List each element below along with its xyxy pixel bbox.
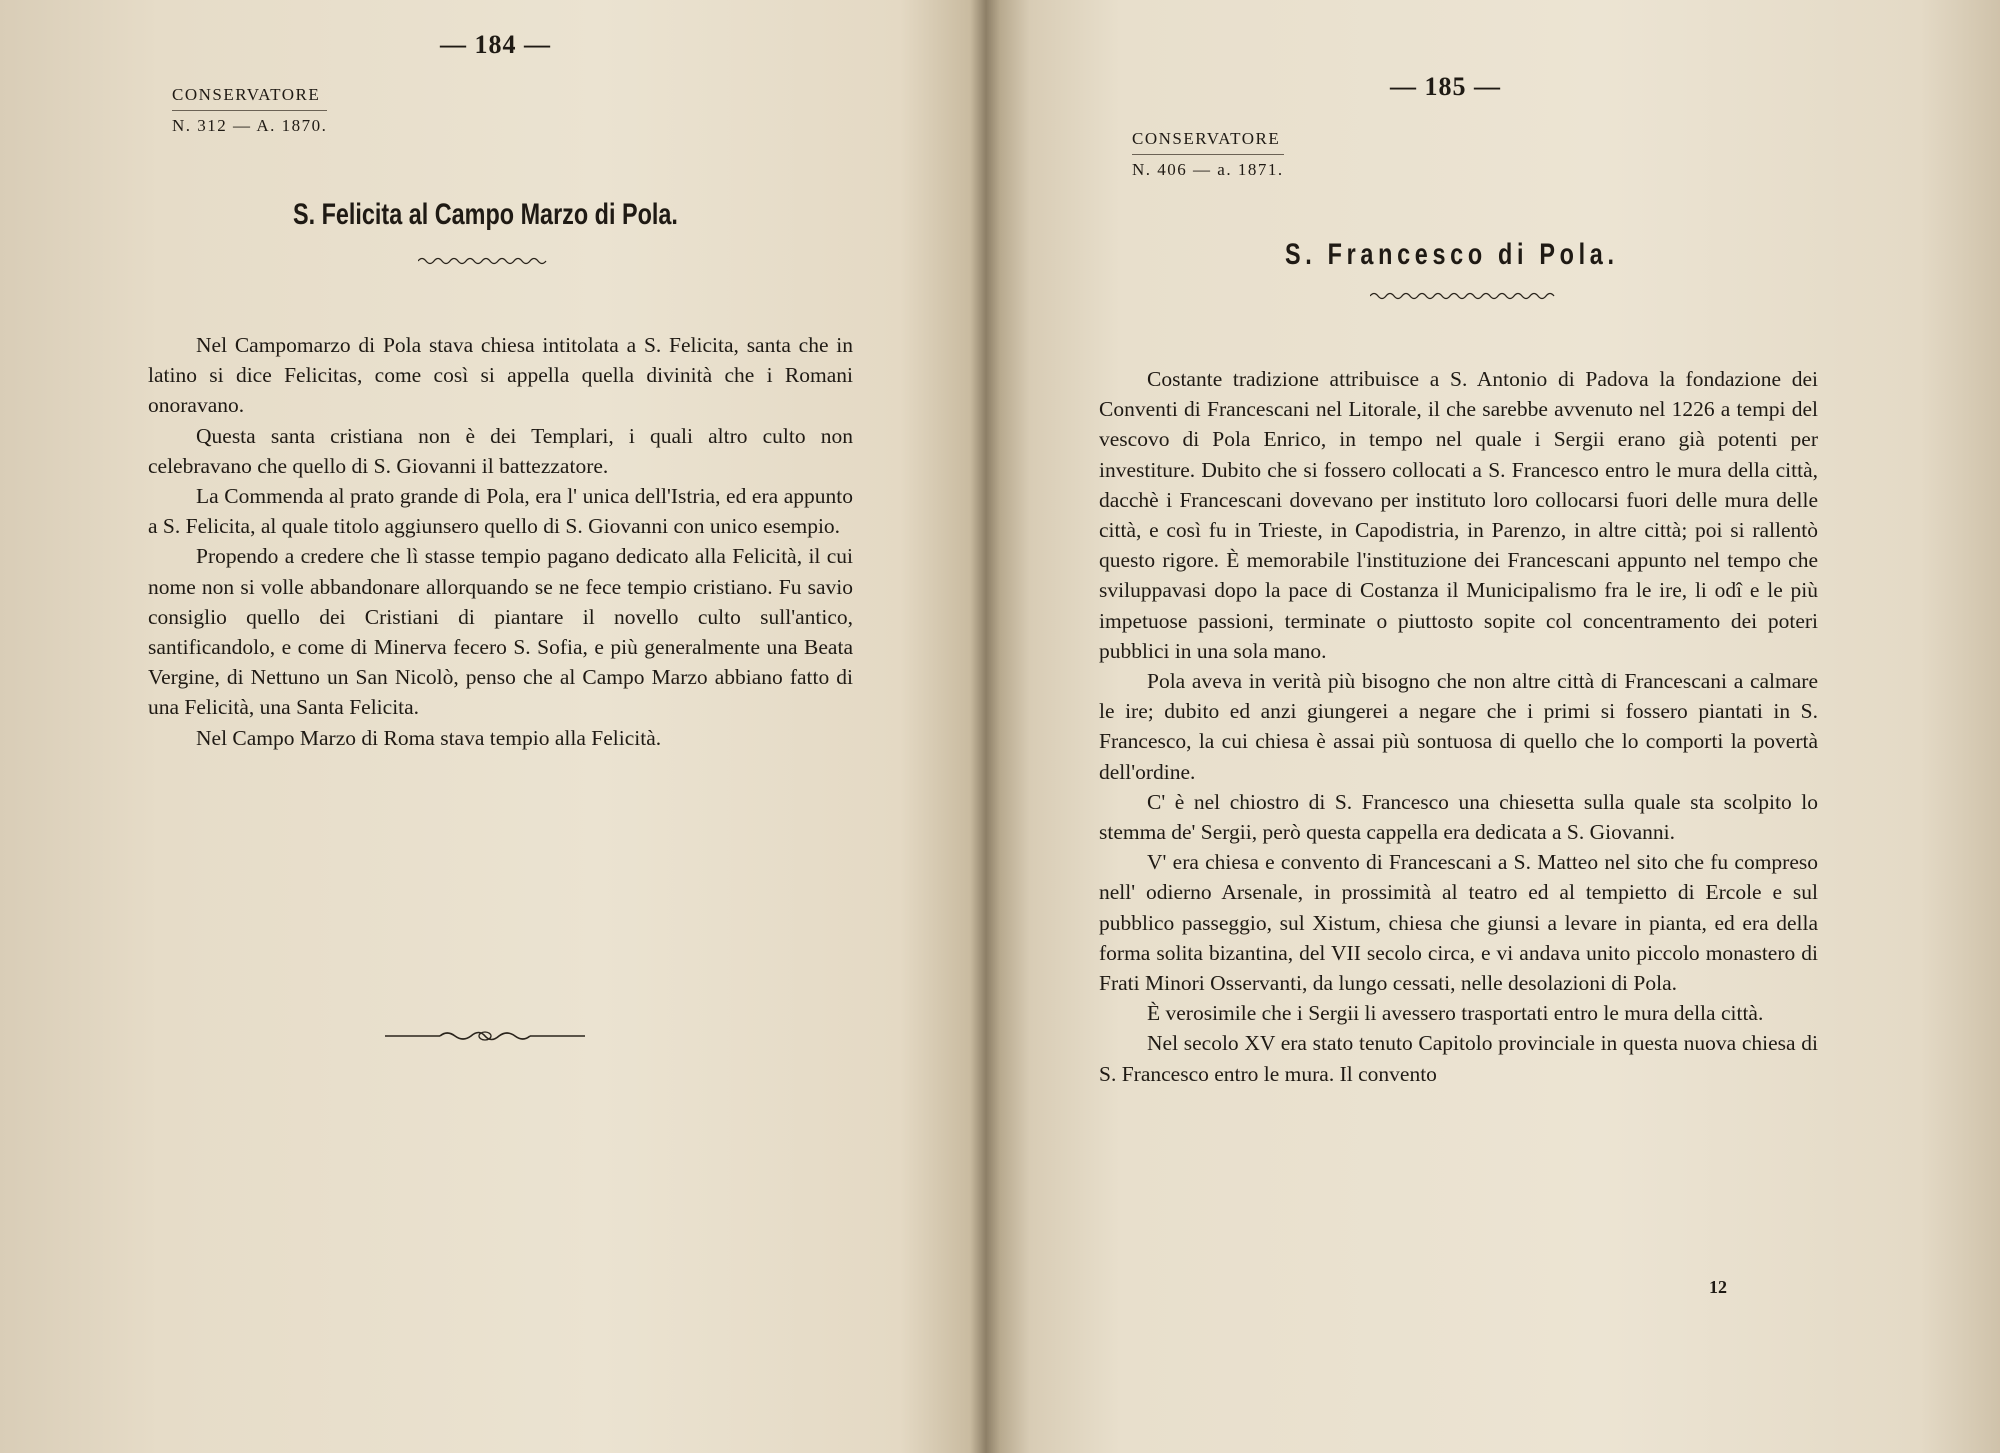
page-number: — 185 —: [1390, 72, 1501, 101]
page-number: — 184 —: [440, 30, 551, 59]
left-page: [0, 0, 968, 1453]
paragraph: C' è nel chiostro di S. Francesco una chiesetta sulla quale sta scolpito lo stemma de' Sergii, però questa cappella era dedicata a S. Giovanni.: [1099, 789, 1818, 845]
paragraph: Costante tradizione attribuisce a S. Antonio di Padova la fondazione dei Conventi di Francescani nel Litorale, il che sarebbe avvenuto nel 1226 a tempi del vescovo di Pola Enrico, in tempo nel quale i Sergii erano già potenti per investiture. Dubito che si fossero collocati a S. Francesco entro le mura della città, dacchè i Francescani dovevano per instituto loro collocarsi fuori delle mura delle città, e così fu in Trieste, in Capodistria, in Parenzo, in altre città; poi si rallentò questo rigore. È memorabile l'instituzione dei Francescani appunto nel tempo che sviluppavasi dopo la pace di Costanza il Municipalismo fra le ire, li odî e le più impetuose passioni, terminate o piuttosto sopite col concentramento dei poteri pubblici in una sola mano.: [1099, 367, 1818, 663]
paragraph: V' era chiesa e convento di Francescani a S. Matteo nel sito che fu compreso nell' odierno Arsenale, in prossimità al teatro ed al tempietto di Ercole e sul pubblico passeggio, sul Xistum, chiesa che giunsi a levare in pianta, ed era della forma solita bizantina, del VII secolo circa, e vi andava unito piccolo monastero di Frati Minori Osservanti, da lungo cessati, nelle desolazioni di Pola.: [1099, 850, 1818, 996]
source-title: CONSERVATORE: [1132, 124, 1284, 155]
source-issue: N. 312 — A. 1870.: [172, 116, 328, 135]
signature-mark: 12: [1709, 1277, 1727, 1297]
paragraph: Pola aveva in verità più bisogno che non altre città di Francescani a calmare le ire; dubito ed anzi giungerei a negare che i primi si fossero piantati in S. Francesco, la cui chiesa è assai più sontuosa di quello che lo comporti la povertà dell'ordine.: [1099, 669, 1818, 784]
paragraph: È verosimile che i Sergii li avessero trasportati entro le mura della città.: [1147, 1001, 1764, 1026]
article-title: S. Felicita al Campo Marzo di Pola.: [293, 198, 678, 231]
source-issue: N. 406 — a. 1871.: [1132, 160, 1284, 179]
paragraph: Nel secolo XV era stato tenuto Capitolo provinciale in questa nuova chiesa di S. Francesco entro le mura. Il convento: [1099, 1031, 1818, 1086]
paragraph: Nel Campomarzo di Pola stava chiesa intitolata a S. Felicita, santa che in latino si dice Felicitas, come così si appella quella divinità che i Romani onoravano.: [148, 333, 853, 418]
paragraph: Nel Campo Marzo di Roma stava tempio alla Felicità.: [196, 725, 662, 750]
article-body: [148, 330, 853, 753]
right-page: [990, 0, 2000, 1453]
paragraph: La Commenda al prato grande di Pola, era l' unica dell'Istria, ed era appunto a S. Felicita, al quale titolo aggiunsero quello di S. Giovanni con unico esempio.: [148, 484, 853, 539]
paragraph: Questa santa cristiana non è dei Templari, i quali altro culto non celebravano che quello di S. Giovanni il battezzatore.: [148, 423, 853, 478]
end-ornament: [385, 1024, 585, 1048]
source-reference: [172, 80, 327, 141]
paragraph: Propendo a credere che lì stasse tempio pagano dedicato alla Felicità, il cui nome non si volle abbandonare allorquando se ne fece tempio cristiano. Fu savio consiglio quello dei Cristiani di piantare il novello culto sull'antico, santificandolo, e come di Minerva fecero S. Sofia, e più generalmente una Beata Vergine, di Nettuno un San Nicolò, penso che al Campo Marzo abbiano fatto di una Felicità, una Santa Felicita.: [148, 544, 853, 720]
wavy-rule-ornament: [418, 255, 548, 267]
wavy-rule-ornament: [1370, 290, 1556, 302]
article-title: S. Francesco di Pola.: [1285, 238, 1619, 271]
source-reference: [1132, 124, 1284, 185]
source-title: CONSERVATORE: [172, 80, 327, 111]
article-body: [1099, 364, 1818, 1089]
